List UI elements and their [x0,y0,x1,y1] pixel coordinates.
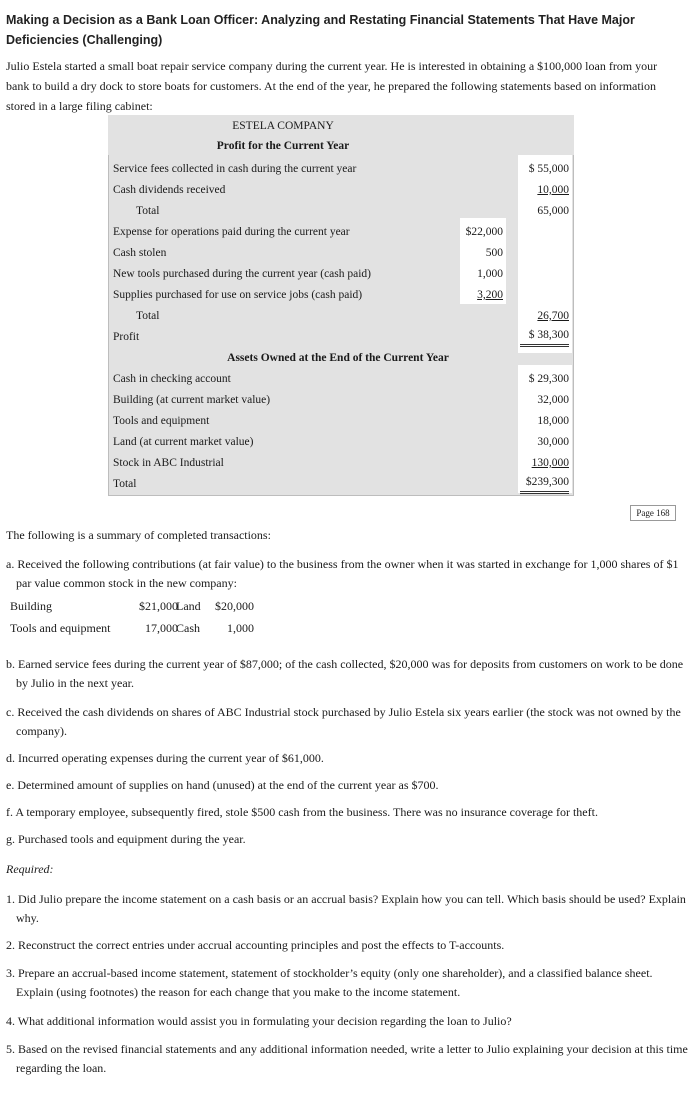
row-service-fees: Service fees collected in cash during the current year [113,163,357,175]
asset-stock-amount: 130,000 [531,457,569,469]
contrib-tools-value: 17,000 [145,621,178,635]
contrib-tools-label: Tools and equipment [10,621,111,635]
asset-cash-amount: $ 29,300 [528,373,569,385]
requirement-5: 5. Based on the revised financial statements and any additional information needed, write a letter to Julio explaining your decision at this time regarding the loan. [6,1042,688,1075]
row-service-fees-amount: $ 55,000 [528,163,569,175]
transaction-b: b. Earned service fees during the current year of $87,000; of the cash collected, $20,000 was for deposits from customers on work to be done by Julio in the next year. [6,657,684,690]
row-total-expenses: Total [136,310,160,322]
asset-tools: Tools and equipment [113,415,210,427]
row-cash-stolen: Cash stolen [113,247,167,259]
requirement-2: 2. Reconstruct the correct entries under accrual accounting principles and post the effects to T-accounts. [6,938,505,952]
requirement-1: 1. Did Julio prepare the income statement on a cash basis or an accrual basis? Explain how you can tell. Which basis should be used? Explain why. [6,892,686,925]
asset-land-amount: 30,000 [537,436,569,448]
transaction-d: d. Incurred operating expenses during the current year of $61,000. [6,751,324,765]
contrib-land-label: Land [176,599,201,613]
requirement-4: 4. What additional information would assist you in formulating your decision regarding the loan to Julio? [6,1014,512,1028]
transaction-g: g. Purchased tools and equipment during the year. [6,832,246,846]
row-operations-expense-amount: $22,000 [465,226,503,238]
asset-cash: Cash in checking account [113,373,231,385]
row-operations-expense: Expense for operations paid during the current year [113,226,350,238]
transaction-e: e. Determined amount of supplies on hand (unused) at the end of the current year as $700. [6,778,439,792]
intro-paragraph: Julio Estela started a small boat repair service company during the current year. He is interested in obtaining a $100,000 loan from your bank to build a dry dock to store boats for customers. At the end of the year, he prepared the following statements based on information stored in a large filing cabinet: [6,59,658,113]
asset-total-amount: $239,300 [520,475,569,494]
row-total-revenue: Total [136,205,160,217]
row-cash-stolen-amount: 500 [485,247,503,259]
transaction-c: c. Received the cash dividends on shares of ABC Industrial stock purchased by Julio Estela six years earlier (the stock was not owned by the company). [6,705,681,738]
asset-building-amount: 32,000 [537,394,569,406]
summary-intro: The following is a summary of completed transactions: [6,528,271,542]
asset-land: Land (at current market value) [113,436,254,448]
requirement-3: 3. Prepare an accrual-based income statement, statement of stockholder’s equity (only one shareholder), and a classified balance sheet. Explain (using footnotes) the reason for each change that you make to the income statement. [6,966,653,999]
row-dividends-amount: 10,000 [537,184,569,196]
assets-heading: Assets Owned at the End of the Current Year [227,352,449,364]
asset-total: Total [113,478,137,490]
company-name: ESTELA COMPANY [232,120,334,132]
row-total-revenue-amount: 65,000 [537,205,569,217]
contrib-land-value: $20,000 [215,599,254,613]
asset-tools-amount: 18,000 [537,415,569,427]
row-supplies: Supplies purchased for use on service jobs (cash paid) [113,289,363,301]
row-profit-amount: $ 38,300 [520,328,569,347]
transaction-f: f. A temporary employee, subsequently fired, stole $500 cash from the business. There was no insurance coverage for theft. [6,805,598,819]
required-heading: Required: [6,862,54,876]
transaction-a: a. Received the following contributions (at fair value) to the business from the owner when it was started in exchange for 1,000 shares of $1 par value common stock in the new company: [6,557,679,590]
statement-heading: Profit for the Current Year [216,140,350,152]
profit-statement [108,115,574,495]
contrib-building-value: $21,000 [139,599,178,613]
row-new-tools: New tools purchased during the current year (cash paid) [113,268,372,280]
row-supplies-amount: 3,200 [477,289,503,301]
page-number-tag: Page 168 [630,505,676,521]
row-new-tools-amount: 1,000 [477,268,503,280]
asset-building: Building (at current market value) [113,394,271,406]
contrib-building-label: Building [10,599,53,613]
problem-title: Making a Decision as a Bank Loan Officer: Analyzing and Restating Financial Statements That Have Major Deficiencies (Challenging) [6,13,635,47]
row-dividends: Cash dividends received [113,184,226,196]
row-total-expenses-amount: 26,700 [537,310,569,322]
row-profit: Profit [113,331,140,343]
contrib-cash-label: Cash [176,621,200,635]
asset-stock: Stock in ABC Industrial [113,457,224,469]
contrib-cash-value: 1,000 [227,621,254,635]
